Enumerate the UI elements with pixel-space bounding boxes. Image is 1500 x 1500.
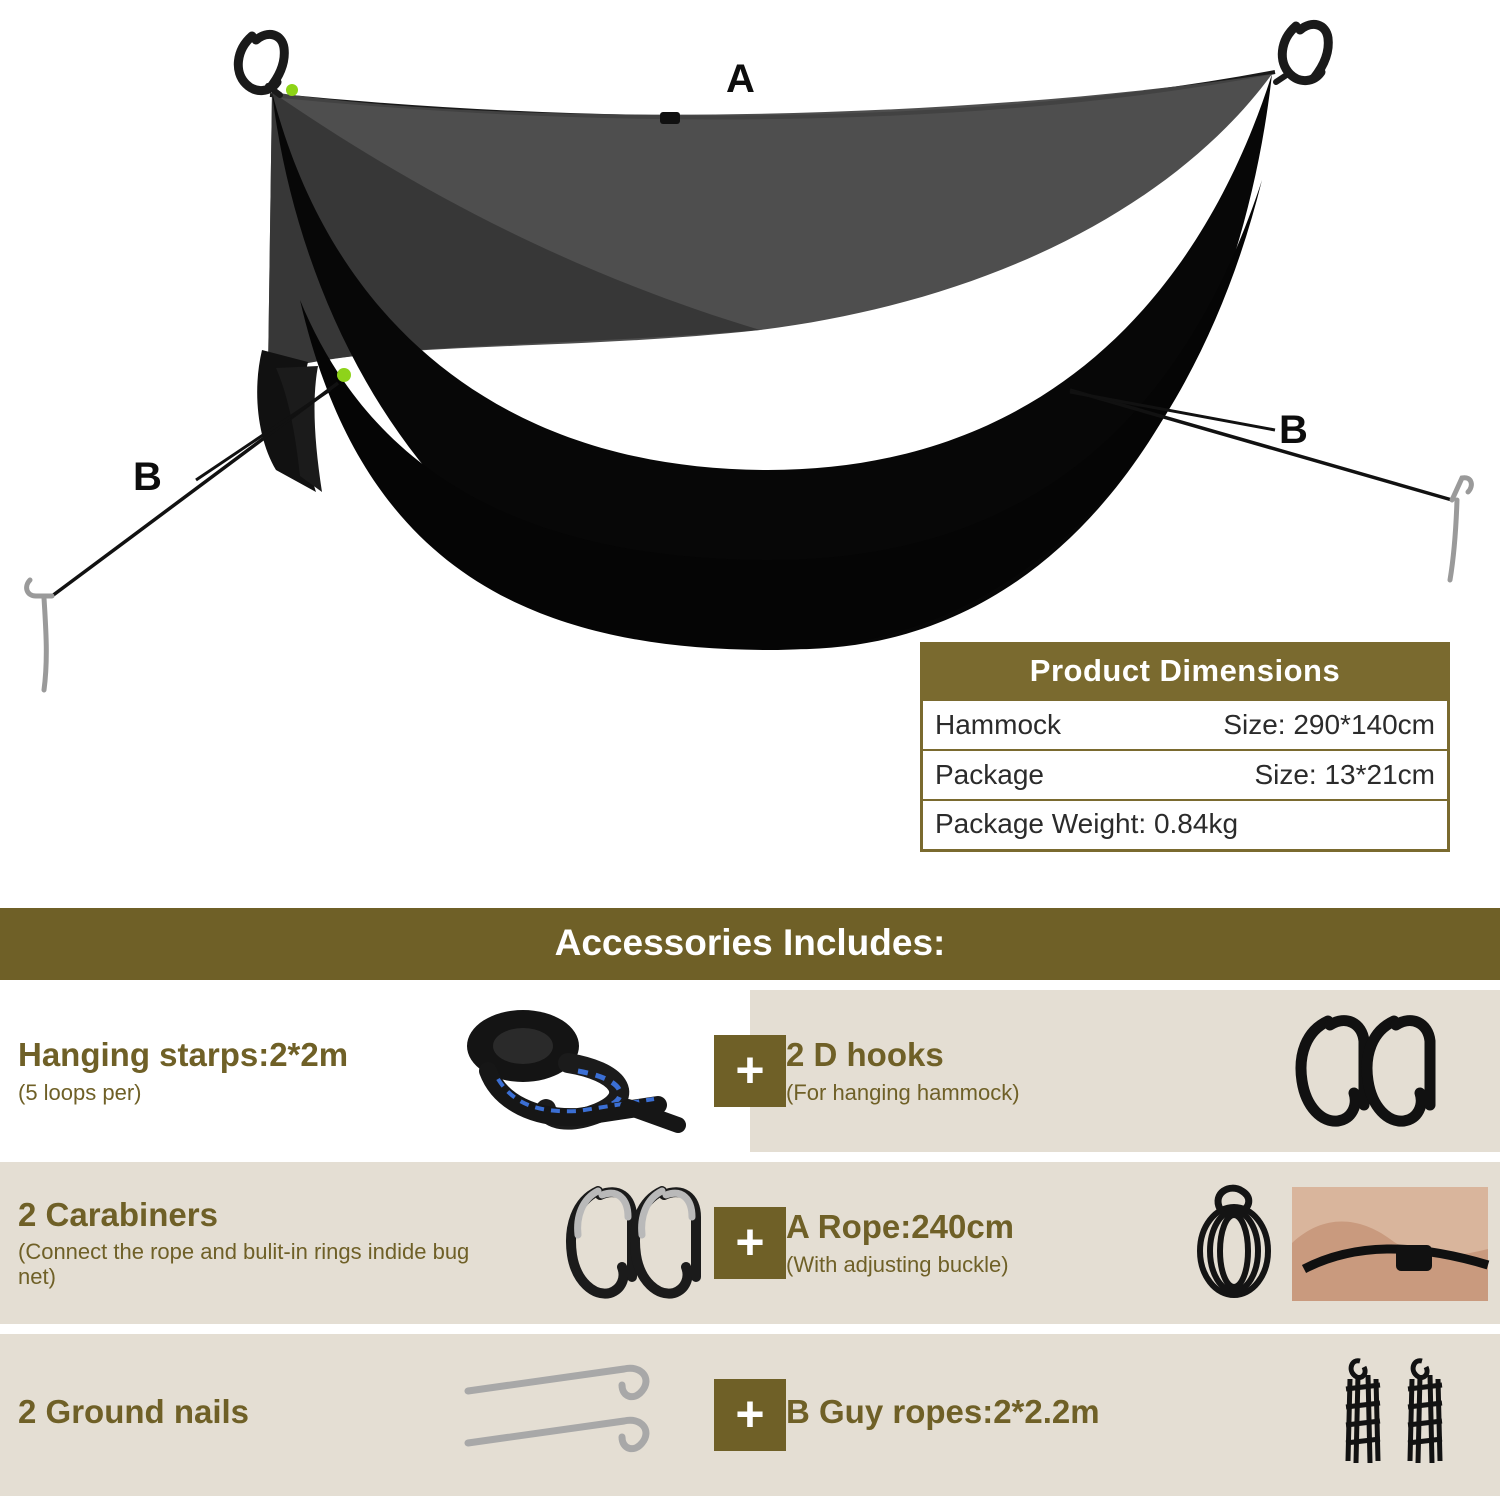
plus-icon: + bbox=[714, 1379, 786, 1451]
table-row bbox=[923, 749, 1447, 799]
carabiner-icon bbox=[428, 1173, 728, 1313]
table-row bbox=[923, 699, 1447, 749]
accessory-title: 2 D hooks bbox=[786, 1036, 944, 1074]
accessory-subtitle: (For hanging hammock) bbox=[786, 1079, 1020, 1105]
accessory-item-ground-nails bbox=[0, 1334, 765, 1496]
table-row bbox=[923, 799, 1447, 849]
accessory-title: B Guy ropes:2*2.2m bbox=[786, 1392, 1100, 1430]
label-a: A bbox=[726, 57, 755, 101]
accessory-subtitle: (With adjusting buckle) bbox=[786, 1251, 1009, 1277]
plus-icon: + bbox=[714, 1035, 786, 1107]
ground-nail-icon bbox=[428, 1345, 728, 1485]
accessories-section bbox=[0, 908, 1500, 1496]
dimensions-row-key: Package bbox=[935, 759, 1044, 790]
accessory-subtitle: (Connect the rope and bulit-in rings indide bug net) bbox=[18, 1238, 470, 1290]
dimensions-row-key: Package Weight: 0.84kg bbox=[935, 808, 1239, 839]
strap-coil-icon bbox=[428, 1001, 728, 1141]
dimensions-row-value: Size: 290*140cm bbox=[1223, 709, 1435, 740]
accessories-title: Accessories Includes: bbox=[0, 908, 1500, 980]
accessory-item-hanging-straps bbox=[0, 990, 765, 1152]
accessory-title: A Rope:240cm bbox=[786, 1208, 1015, 1246]
accessory-title: 2 Ground nails bbox=[18, 1392, 250, 1430]
accessory-item-carabiners bbox=[0, 1162, 765, 1324]
label-b-left: B bbox=[133, 455, 162, 499]
product-dimensions-table bbox=[920, 642, 1450, 852]
accessory-subtitle: (5 loops per) bbox=[18, 1079, 142, 1105]
accessory-title: Hanging starps:2*2m bbox=[18, 1036, 349, 1074]
accessory-item-d-hooks bbox=[750, 990, 1500, 1152]
accessory-item-rope bbox=[750, 1162, 1500, 1324]
accessory-item-guy-ropes bbox=[750, 1334, 1500, 1496]
dimensions-title: Product Dimensions bbox=[923, 645, 1447, 699]
accessory-title: 2 Carabiners bbox=[18, 1195, 218, 1233]
d-hook-icon bbox=[1178, 1001, 1478, 1141]
label-b-right: B bbox=[1279, 408, 1308, 452]
accessories-grid bbox=[0, 990, 1500, 1496]
dimensions-row-key: Hammock bbox=[935, 709, 1062, 740]
rope-buckle-icon bbox=[1164, 1173, 1494, 1313]
plus-icon: + bbox=[714, 1207, 786, 1279]
guy-rope-icon bbox=[1178, 1345, 1478, 1485]
dimensions-row-value: Size: 13*21cm bbox=[1254, 759, 1435, 790]
